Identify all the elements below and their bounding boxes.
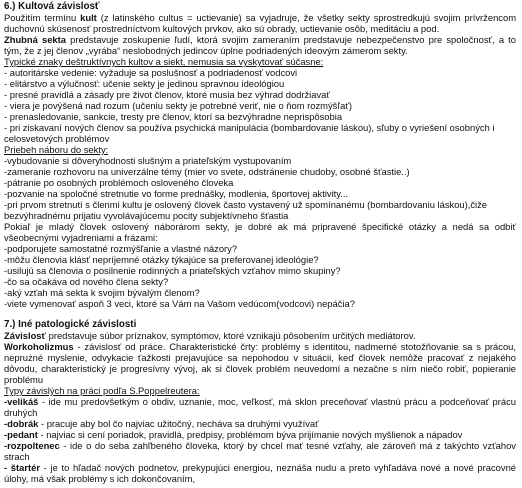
section-6-title: 6.) Kultová závislosť [4,1,100,12]
zavislost-text: predstavuje súbor príznakov, symptómov, ktoré vznikajú pôsobením určitých mediátorov. [46,330,416,341]
kult-intro-post: (z latinského cultus = uctievanie) sa vyjadruje, že všetky sekty sprostredkujú svojim prívržencom duchovnú skúsenosť prostredníctvom kultových prvkov, ako sú obrady, uctievanie osôb, meditáciu a pod. [4,12,517,34]
zavislost-paragraph [4,330,516,341]
list-item [4,462,516,484]
section-divider [4,309,516,319]
types-heading: Typy závislých na práci podľa S.Poppelreutera: [4,385,200,396]
list-item: - autoritárske vedenie: vyžaduje sa poslušnosť a podriadenosť vodcovi [4,67,298,78]
workoholizmus-text: - závislosť od práce. Charakteristické črty: problémy s identitou, nadmerné stotožňovanie sa s prácou, neprużné myslenie, odvykacie ťažkosti prejavujúce sa nepohodou v situácii, keď človek nemôže pracovať z nejakého dôvodu, charakteristický je progresívny vývoj, ak si človek problém neuvedomí a nezačne s ním niečo robiť, popieranie problému [4,341,516,385]
list-item: -zameranie rozhovoru na univerzálne témy (mier vo svete, odstránenie chudoby, osobné šťastie..) [4,166,410,177]
type-name: -dobrák [4,418,39,429]
list-item: - presné pravidlá a zásady pre život členov, ktoré musia bez výhrad dodržiavať [4,89,330,100]
list-item: -čo sa očakáva od nového člena sekty? [4,276,169,287]
workoholizmus-paragraph [4,341,516,385]
list-item [4,418,516,429]
recruit-heading: Priebeh náboru do sekty: [4,144,109,155]
kult-paragraph [4,12,516,34]
zhubna-term: Zhubná sekta [4,34,66,45]
list-item [4,429,516,440]
type-text: - ide mu predovšetkým o obdiv, uznanie, moc, veľkosť, má sklon preceňovať vlastnú prácu a podceňovať prácu druhých [4,396,516,418]
kult-term: kult [80,12,97,23]
workoholizmus-term: Workoholizmus [4,341,74,352]
type-name: -rozpoltenec [4,440,60,451]
type-text: - pracuje aby bol čo najviac užitočný, necháva sa druhými využívať [38,418,319,429]
signs-heading: Typické znaky deštruktívnych kultov a siekt, nemusia sa vyskytovať súčasne: [4,56,324,67]
list-item: -pri prvom stretnutí s členmi kultu je oslovený človek často vystavený už spomínanému (bombardovaniu láskou),čiže bezvýhradnému prijatiu vyvolávajúcemu pocity subjektívneho šťastia [4,199,488,221]
list-item: - viera je povýšená nad rozum (učeniu sekty je potrebné veriť, nie o ňom rozmýšľať) [4,100,352,111]
list-item: -vybudovanie si dôveryhodnosti slušným a priateľským vystupovaním [4,155,292,166]
section-7-title: 7.) Iné patologické závislosti [4,319,137,330]
list-item: -usilujú sa členovia o posilnenie rodinných a priateľských vzťahov mimo skupiny? [4,265,341,276]
type-text: - je to hľadač nových podnetov, prekypujúci energiou, neznáša nudu a preto vyhľadáva nové a nové pracovné úlohy, má však problémy s ich dokončovaním, [4,462,516,484]
list-item [4,396,516,418]
recruit-list [4,155,516,221]
type-name: -velikáš [4,396,39,407]
type-name: - štartér [4,462,40,473]
list-item: -pozvanie na spoločné stretnutie vo forme prednášky, modlenia, športovej aktivity... [4,188,349,199]
type-text: - ide o do seba zahľbeného človeka, ktorý by chcel mať tesné vzťahy, ale zároveň má z takýchto vzťahov strach [4,440,516,462]
list-item: - prenasledovanie, sankcie, tresty pre členov, ktorí sa bezvýhradne neprispôsobia [4,111,343,122]
type-name: -pedant [4,429,38,440]
list-item: -viete vymenovať aspoň 3 veci, ktoré sa Vám na Vašom vedúcom(vodcovi) nepáčia? [4,298,355,309]
list-item: -aký vzťah má sekta k svojim bývalým členom? [4,287,200,298]
list-item: -pátranie po osobných problémoch oslovenéhо človeka [4,177,234,188]
kult-intro-pre: Použitím termínu [4,12,81,23]
list-item [4,440,516,462]
signs-list [4,67,516,144]
young-paragraph: Pokiaľ je mladý človek oslovený náborárom sekty, je dobré ak má pripravené špecifické otázky a nedá sa odbiť všeobecnými vyjadreniami a frázami: [4,221,516,243]
zhubna-text: predstavuje zoskupenie ľudí, ktorá svojim zameraním predstavuje nebezpečenstvo pre spoločnosť, a to tým, že z jej členov „vyrába“ neslobodných jedincov úplne podriadených ideovým zámerom sekty. [4,34,517,56]
types-list [4,396,516,484]
list-item: -podporujete samostatné rozmýšľanie a vlastné názory? [4,243,238,254]
zavislost-term: Závislosť [4,330,47,341]
list-item: - elitárstvo a výlučnosť: učenie sekty je jedinou spravnou ideológiou [4,78,285,89]
questions-list [4,243,516,309]
zhubna-paragraph [4,34,516,56]
type-text: - najviac si cení poriadok, pravidlá, predpisy, problémom býva prijímanie nových myšlienok a nápadov [37,429,463,440]
list-item: -môžu členovia klásť nepríjemné otázky týkajúce sa preferovanej ideológie? [4,254,319,265]
list-item: - pri ziskavaní nových členov sa používa psychická manipulácia (bombardovanie láskou), sľuby o vyriešení osobných i celosvetových problémov [4,122,495,144]
